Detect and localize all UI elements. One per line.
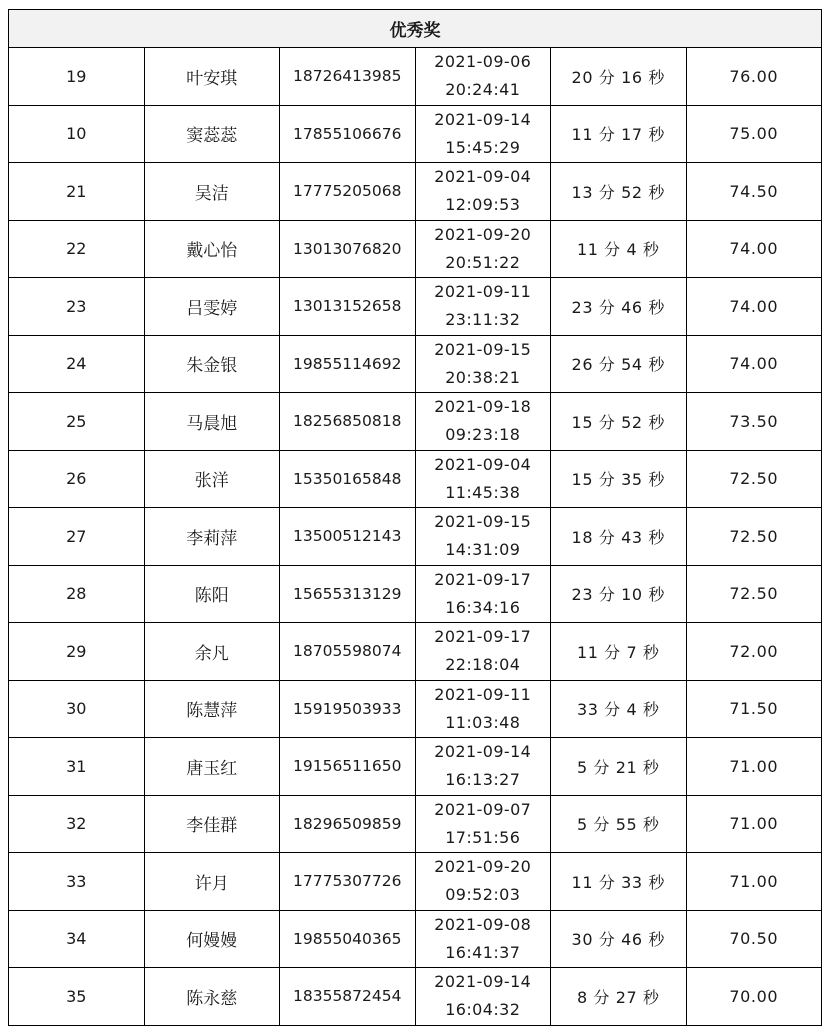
table-row [9, 795, 822, 853]
phone-number: 15350165848 [280, 450, 416, 508]
phone-number: 17775307726 [280, 853, 416, 911]
score: 72.50 [686, 450, 822, 508]
submit-clock-time: 20:24:41 [445, 80, 521, 100]
answer-duration: 11 分 17 秒 [551, 105, 687, 163]
submit-clock-time: 15:45:29 [445, 137, 521, 157]
participant-name: 许月 [144, 853, 280, 911]
submit-date: 2021-09-14 [434, 109, 532, 129]
phone-number: 18256850818 [280, 393, 416, 451]
row-number: 31 [9, 738, 145, 796]
submit-time [415, 48, 551, 106]
answer-duration: 30 分 46 秒 [551, 910, 687, 968]
score: 71.00 [686, 738, 822, 796]
table-row [9, 508, 822, 566]
phone-number: 19156511650 [280, 738, 416, 796]
participant-name: 叶安琪 [144, 48, 280, 106]
award-list-sheet [8, 9, 822, 1026]
score: 70.50 [686, 910, 822, 968]
submit-time [415, 623, 551, 681]
table-row [9, 910, 822, 968]
score: 75.00 [686, 105, 822, 163]
row-number: 27 [9, 508, 145, 566]
submit-date: 2021-09-20 [434, 857, 532, 877]
answer-duration: 18 分 43 秒 [551, 508, 687, 566]
participant-name: 马晨旭 [144, 393, 280, 451]
submit-time [415, 795, 551, 853]
table-row [9, 335, 822, 393]
answer-duration: 11 分 33 秒 [551, 853, 687, 911]
submit-date: 2021-09-07 [434, 799, 532, 819]
participant-name: 吴洁 [144, 163, 280, 221]
submit-date: 2021-09-08 [434, 914, 532, 934]
score: 73.50 [686, 393, 822, 451]
row-number: 29 [9, 623, 145, 681]
score: 72.50 [686, 508, 822, 566]
submit-date: 2021-09-14 [434, 972, 532, 992]
phone-number: 13500512143 [280, 508, 416, 566]
phone-number: 18705598074 [280, 623, 416, 681]
submit-date: 2021-09-14 [434, 742, 532, 762]
submit-date: 2021-09-15 [434, 339, 532, 359]
table-row [9, 968, 822, 1026]
phone-number: 18355872454 [280, 968, 416, 1026]
submit-time [415, 278, 551, 336]
submit-clock-time: 20:51:22 [445, 252, 521, 272]
row-number: 28 [9, 565, 145, 623]
submit-time [415, 910, 551, 968]
score: 74.00 [686, 335, 822, 393]
submit-time [415, 335, 551, 393]
submit-clock-time: 22:18:04 [445, 655, 521, 675]
phone-number: 19855040365 [280, 910, 416, 968]
answer-duration: 15 分 52 秒 [551, 393, 687, 451]
table-row [9, 105, 822, 163]
row-number: 19 [9, 48, 145, 106]
submit-clock-time: 14:31:09 [445, 540, 521, 560]
submit-clock-time: 16:13:27 [445, 770, 521, 790]
table-row [9, 220, 822, 278]
answer-duration: 5 分 21 秒 [551, 738, 687, 796]
submit-date: 2021-09-04 [434, 454, 532, 474]
answer-duration: 11 分 4 秒 [551, 220, 687, 278]
participant-name: 何嫚嫚 [144, 910, 280, 968]
phone-number: 19855114692 [280, 335, 416, 393]
row-number: 22 [9, 220, 145, 278]
score: 74.00 [686, 220, 822, 278]
answer-duration: 8 分 27 秒 [551, 968, 687, 1026]
submit-time [415, 853, 551, 911]
score: 71.50 [686, 680, 822, 738]
phone-number: 18726413985 [280, 48, 416, 106]
score: 71.00 [686, 853, 822, 911]
award-table [8, 9, 822, 1026]
submit-time [415, 968, 551, 1026]
submit-clock-time: 09:52:03 [445, 885, 521, 905]
participant-name: 张洋 [144, 450, 280, 508]
score: 74.00 [686, 278, 822, 336]
row-number: 24 [9, 335, 145, 393]
table-row [9, 738, 822, 796]
phone-number: 13013076820 [280, 220, 416, 278]
row-number: 35 [9, 968, 145, 1026]
answer-duration: 5 分 55 秒 [551, 795, 687, 853]
table-row [9, 450, 822, 508]
submit-time [415, 565, 551, 623]
score: 70.00 [686, 968, 822, 1026]
phone-number: 17855106676 [280, 105, 416, 163]
submit-time [415, 393, 551, 451]
row-number: 21 [9, 163, 145, 221]
participant-name: 陈阳 [144, 565, 280, 623]
submit-date: 2021-09-11 [434, 282, 532, 302]
submit-time [415, 220, 551, 278]
answer-duration: 26 分 54 秒 [551, 335, 687, 393]
answer-duration: 23 分 46 秒 [551, 278, 687, 336]
answer-duration: 11 分 7 秒 [551, 623, 687, 681]
submit-clock-time: 23:11:32 [445, 310, 521, 330]
answer-duration: 13 分 52 秒 [551, 163, 687, 221]
row-number: 23 [9, 278, 145, 336]
table-title: 优秀奖 [9, 10, 822, 48]
submit-time [415, 680, 551, 738]
phone-number: 18296509859 [280, 795, 416, 853]
row-number: 26 [9, 450, 145, 508]
participant-name: 李莉萍 [144, 508, 280, 566]
submit-date: 2021-09-11 [434, 684, 532, 704]
submit-date: 2021-09-17 [434, 569, 532, 589]
participant-name: 余凡 [144, 623, 280, 681]
table-row [9, 278, 822, 336]
participant-name: 李佳群 [144, 795, 280, 853]
table-row [9, 393, 822, 451]
participant-name: 朱金银 [144, 335, 280, 393]
phone-number: 15655313129 [280, 565, 416, 623]
participant-name: 窦蕊蕊 [144, 105, 280, 163]
table-row [9, 565, 822, 623]
submit-clock-time: 17:51:56 [445, 827, 521, 847]
score: 76.00 [686, 48, 822, 106]
participant-name: 唐玉红 [144, 738, 280, 796]
submit-date: 2021-09-06 [434, 52, 532, 72]
submit-date: 2021-09-17 [434, 627, 532, 647]
participant-name: 陈永慈 [144, 968, 280, 1026]
answer-duration: 20 分 16 秒 [551, 48, 687, 106]
table-row [9, 853, 822, 911]
submit-clock-time: 11:03:48 [445, 712, 521, 732]
participant-name: 吕雯婷 [144, 278, 280, 336]
table-row [9, 623, 822, 681]
answer-duration: 33 分 4 秒 [551, 680, 687, 738]
table-row [9, 680, 822, 738]
row-number: 25 [9, 393, 145, 451]
table-row [9, 48, 822, 106]
phone-number: 15919503933 [280, 680, 416, 738]
submit-date: 2021-09-04 [434, 167, 532, 187]
row-number: 30 [9, 680, 145, 738]
score: 72.50 [686, 565, 822, 623]
participant-name: 陈慧萍 [144, 680, 280, 738]
submit-date: 2021-09-20 [434, 224, 532, 244]
score: 74.50 [686, 163, 822, 221]
submit-time [415, 163, 551, 221]
score: 71.00 [686, 795, 822, 853]
submit-time [415, 738, 551, 796]
row-number: 32 [9, 795, 145, 853]
submit-clock-time: 12:09:53 [445, 195, 521, 215]
submit-time [415, 508, 551, 566]
row-number: 10 [9, 105, 145, 163]
submit-date: 2021-09-15 [434, 512, 532, 532]
table-title-row [9, 10, 822, 48]
answer-duration: 23 分 10 秒 [551, 565, 687, 623]
submit-time [415, 450, 551, 508]
submit-time [415, 105, 551, 163]
submit-clock-time: 09:23:18 [445, 425, 521, 445]
submit-clock-time: 16:04:32 [445, 1000, 521, 1020]
submit-date: 2021-09-18 [434, 397, 532, 417]
row-number: 33 [9, 853, 145, 911]
participant-name: 戴心怡 [144, 220, 280, 278]
submit-clock-time: 11:45:38 [445, 482, 521, 502]
submit-clock-time: 16:34:16 [445, 597, 521, 617]
phone-number: 17775205068 [280, 163, 416, 221]
submit-clock-time: 20:38:21 [445, 367, 521, 387]
table-row [9, 163, 822, 221]
row-number: 34 [9, 910, 145, 968]
score: 72.00 [686, 623, 822, 681]
phone-number: 13013152658 [280, 278, 416, 336]
answer-duration: 15 分 35 秒 [551, 450, 687, 508]
submit-clock-time: 16:41:37 [445, 942, 521, 962]
